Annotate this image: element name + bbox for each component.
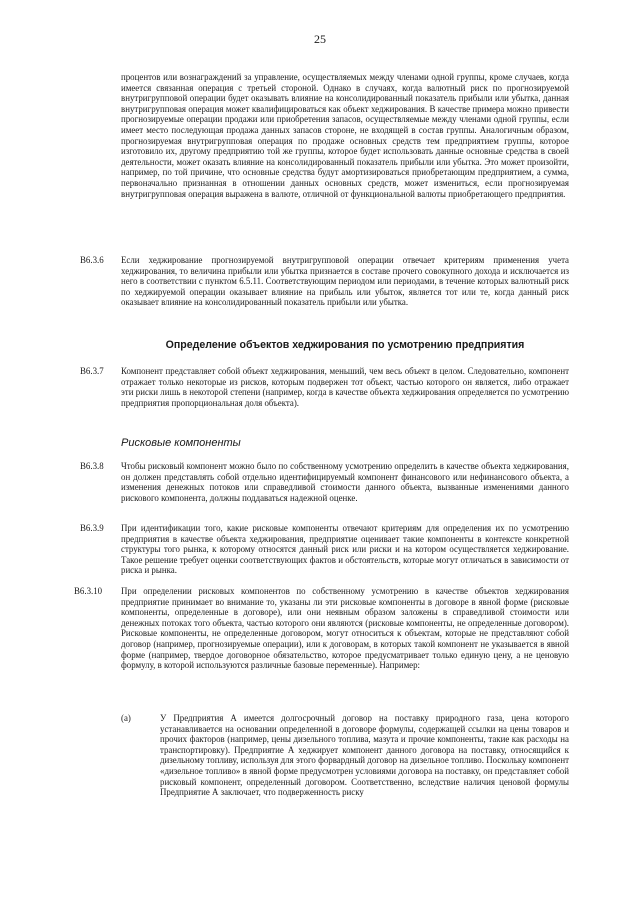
paragraph-number-b638: B6.3.8 [80, 461, 104, 471]
paragraph-b638: Чтобы рисковый компонент можно было по собственному усмотрению определить в качестве объекта хеджирования, он должен представлять собой отдельно идентифицируемый компонент финансового или нефинансового объекта, а изменения денежных потоков или справедливой стоимости данного объекта, вызванные изменениями данного рискового компонента, должны поддаваться надежной оценке. [121, 461, 569, 503]
paragraph-b6310: При определении рисковых компонентов по собственному усмотрению в качестве объектов хеджирования предприятие принимает во внимание то, указаны ли эти рисковые компоненты в договоре в явной форме (рисковые компоненты, определенные в договоре), или они неявным образом заложены в справедливой стоимости или денежных потоках того объекта, частью которого они являются (рисковые компоненты, не определенные договором). Рисковые компоненты, не определенные договором, могут относиться к объектам, которые не представляют собой договор (например, прогнозируемые операции), или к договорам, в которых такой компонент не указывается в явной форме (например, твердое договорное обязательство, которое предусматривает только единую цену, а не ценовую формулу, в которой используются различные базовые переменные). Например: [121, 586, 569, 671]
paragraph-number-b637: B6.3.7 [80, 366, 104, 376]
continuation-paragraph: процентов или вознаграждений за управление, осуществляемых между членами одной группы, кроме случаев, когда имеется связанная операция с третьей стороной. Однако в случаях, когда валютный риск по прогнозируемой внутригрупповой операции будет оказывать влияние на консолидированный показатель прибыли или убытка, данная внутригрупповая операция может квалифицироваться как объект хеджирования. В качестве примера можно привести прогнозируемые операции продажи или приобретения запасов, осуществляемые между членами одной группы, если имеет место последующая продажа данных запасов стороне, не входящей в состав группы. Аналогичным образом, прогнозируемая внутригрупповая операция по продаже основных средств тем предприятием группы, которое изготовило их, другому предприятию той же группы, которое будет использовать данные основные средства в своей деятельности, может оказать влияние на консолидированный показатель прибыли или убытка. Это может произойти, например, по той причине, что основные средства будут амортизироваться приобретающим предприятием, а сумма, первоначально признанная в отношении данных основных средств, может измениться, если прогнозируемая внутригрупповая операция выражена в валюте, отличной от функциональной валюты приобретающего предприятия. [121, 72, 569, 199]
paragraph-number-b636: B6.3.6 [80, 255, 104, 265]
paragraph-b636: Если хеджирование прогнозируемой внутригрупповой операции отвечает критериям применения учета хеджирования, то величина прибыли или убытка признается в составе прочего совокупного дохода и исключается из него в соответствии с пунктом 6.5.11. Соответствующим периодом или периодами, в течение которых валютный риск по хеджируемой операции оказывает влияние на прибыль или убыток, является тот или те, когда данный риск оказывает влияние на консолидированный показатель прибыли или убытка. [121, 255, 569, 308]
section-heading: Определение объектов хеджирования по усмотрению предприятия [165, 339, 525, 351]
list-item-label-a: (a) [121, 713, 131, 723]
paragraph-number-b639: B6.3.9 [80, 523, 104, 533]
paragraph-b637: Компонент представляет собой объект хеджирования, меньший, чем весь объект в целом. Следовательно, компонент отражает только некоторые из рисков, которым подвержен тот объект, частью которого он является, либо отражает эти риски лишь в некоторой степени (например, когда в качестве объекта хеджирования определяется по усмотрению предприятия пропорциональная доля объекта). [121, 366, 569, 408]
page-number: 25 [314, 32, 326, 46]
paragraph-number-b6310: B6.3.10 [74, 586, 103, 596]
list-item-text-a: У Предприятия А имеется долгосрочный договор на поставку природного газа, цена которого устанавливается на основании определенной в договоре формулы, содержащей ссылки на цены товаров и прочих факторов (например, цены дизельного топлива, мазута и прочие компоненты, такие как расходы на транспортировку). Предприятие А хеджирует компонент данного договора на поставку, относящийся к дизельному топливу, используя для этого форвардный договор на дизельное топливо. Поскольку компонент «дизельное топливо» в явной форме предусмотрен условиями договора на поставку, он представляет собой рисковый компонент, определенный договором. Соответственно, вследствие наличия ценовой формулы Предприятие А заключает, что подверженность риску [160, 713, 569, 798]
subsection-heading: Рисковые компоненты [121, 437, 241, 449]
paragraph-b639: При идентификации того, какие рисковые компоненты отвечают критериям для определения их по усмотрению предприятия в качестве объекта хеджирования, предприятие оценивает такие компоненты в контексте конкретной структуры того рынка, к которому относятся данный риск или риски и на котором осуществляется хеджирование. Такое решение требует оценки соответствующих фактов и обстоятельств, которые могут отличаться в зависимости от риска и рынка. [121, 523, 569, 576]
